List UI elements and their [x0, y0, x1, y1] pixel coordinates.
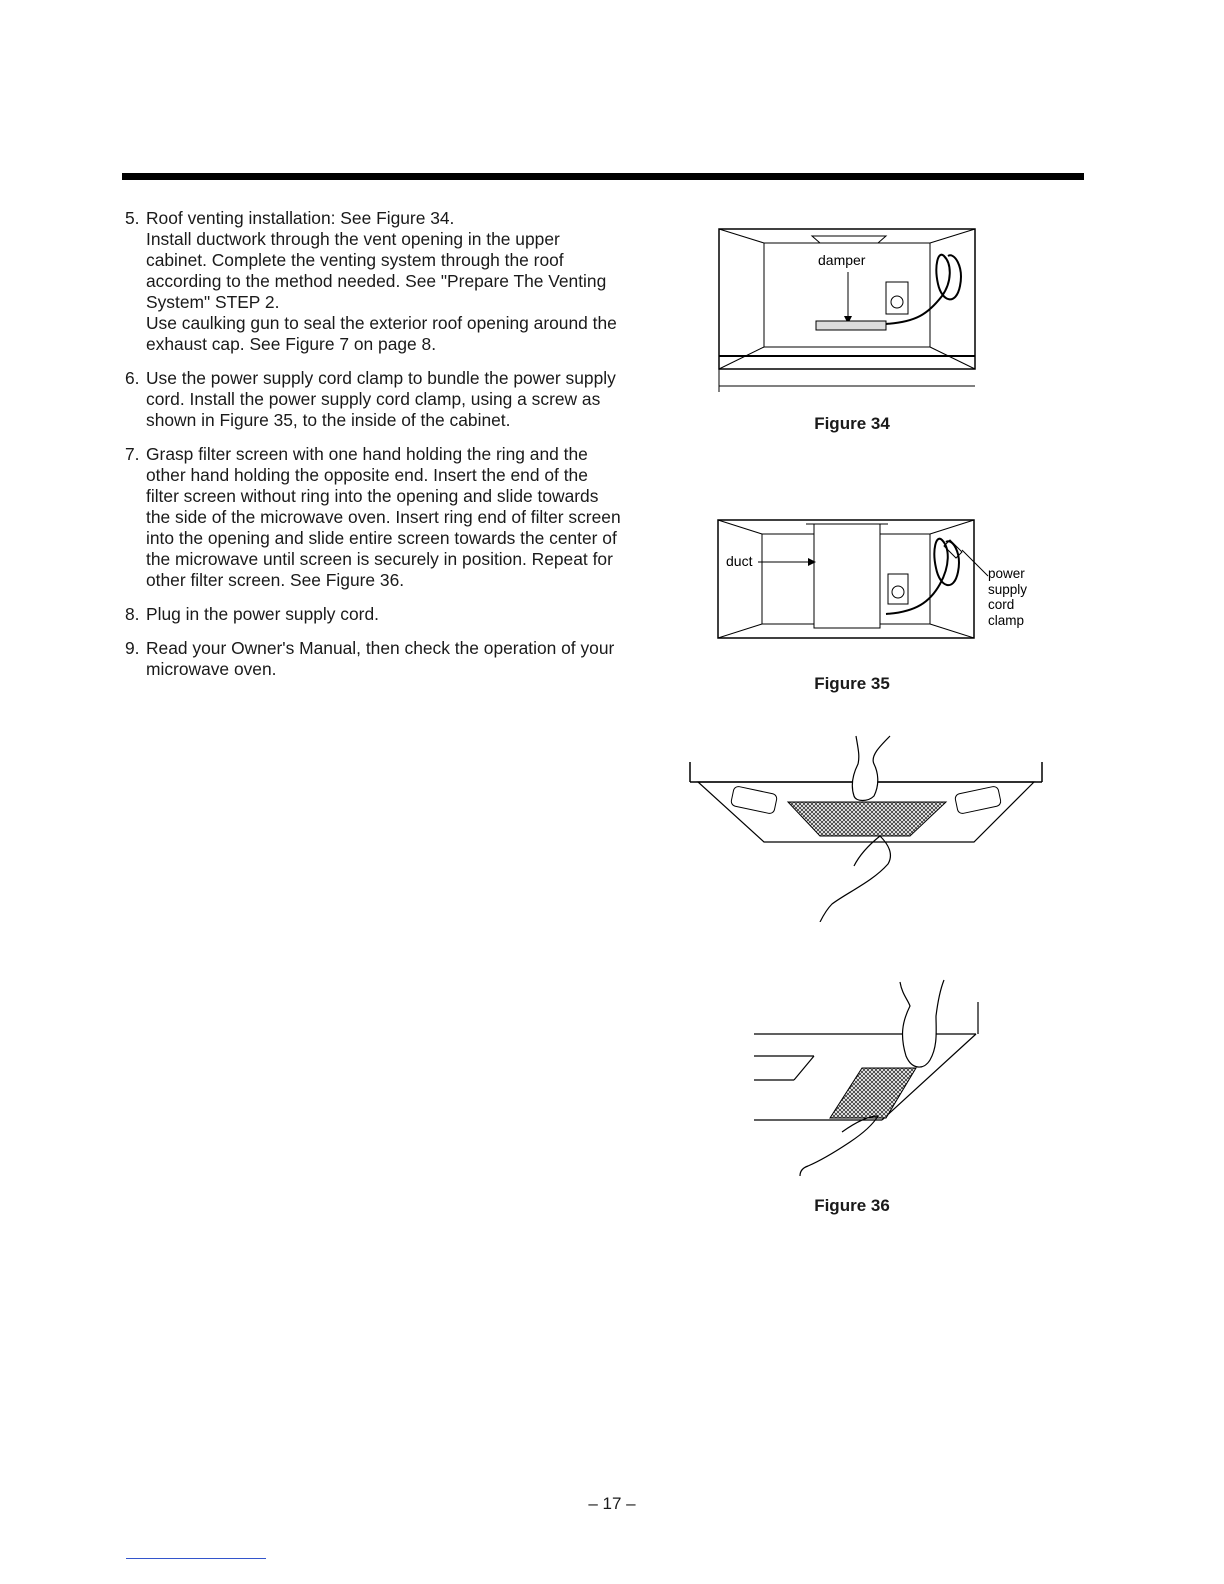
duct-label: duct: [726, 553, 753, 569]
instruction-steps: [122, 208, 622, 693]
figure-34-caption: Figure 34: [814, 414, 890, 433]
step-5: [122, 208, 622, 355]
power-supply-cord-clamp-label: supply: [988, 582, 1028, 597]
bottom-link-underline: [126, 1558, 266, 1559]
power-supply-cord-clamp-label: cord: [988, 597, 1015, 612]
step-number: 5.: [125, 208, 140, 228]
step-text: Grasp filter screen with one hand holding the ring and the other hand holding the opposite end. Insert the end of the filter screen without ring into the opening and slide towards the side of the microwave oven. Insert ring end of filter screen into the opening and slide entire screen towards the center of the microwave until screen is securely in position. Repeat for other filter screen. See Figure 36.: [146, 444, 621, 590]
step-text: Read your Owner's Manual, then check the operation of your microwave oven.: [146, 638, 615, 679]
figure-36-filter-underside-illustration: [684, 732, 1048, 922]
step-8: [122, 604, 622, 625]
figure-35-caption: Figure 35: [814, 674, 890, 693]
top-rule: [122, 173, 1084, 180]
step-text: Plug in the power supply cord.: [146, 604, 379, 624]
power-supply-cord-clamp-label: power: [988, 566, 1025, 581]
figure-35-illustration: [716, 518, 1046, 642]
power-supply-cord-clamp-label: clamp: [988, 613, 1025, 628]
step-text: Use caulking gun to seal the exterior roof opening around the exhaust cap. See Figure 7 on page 8.: [146, 313, 617, 354]
figure-36-filter-insertion-illustration: [750, 976, 990, 1176]
step-text: Roof venting installation: See Figure 34.: [146, 208, 455, 228]
step-number: 7.: [125, 444, 140, 464]
step-9: [122, 638, 622, 680]
figure-36-caption: Figure 36: [814, 1196, 890, 1215]
step-number: 9.: [125, 638, 140, 658]
damper-label: damper: [818, 252, 866, 268]
step-text: Use the power supply cord clamp to bundle the power supply cord. Install the power supply cord clamp, using a screw as shown in Figure 35, to the inside of the cabinet.: [146, 368, 616, 430]
figure-34-illustration: [716, 226, 986, 392]
step-number: 6.: [125, 368, 140, 388]
step-7: [122, 444, 622, 591]
page-number: – 17 –: [588, 1494, 636, 1513]
step-number: 8.: [125, 604, 140, 624]
step-text: Install ductwork through the vent opening in the upper cabinet. Complete the venting system through the roof according to the method needed. See "Prepare The Venting System" STEP 2.: [146, 229, 607, 312]
step-6: [122, 368, 622, 431]
